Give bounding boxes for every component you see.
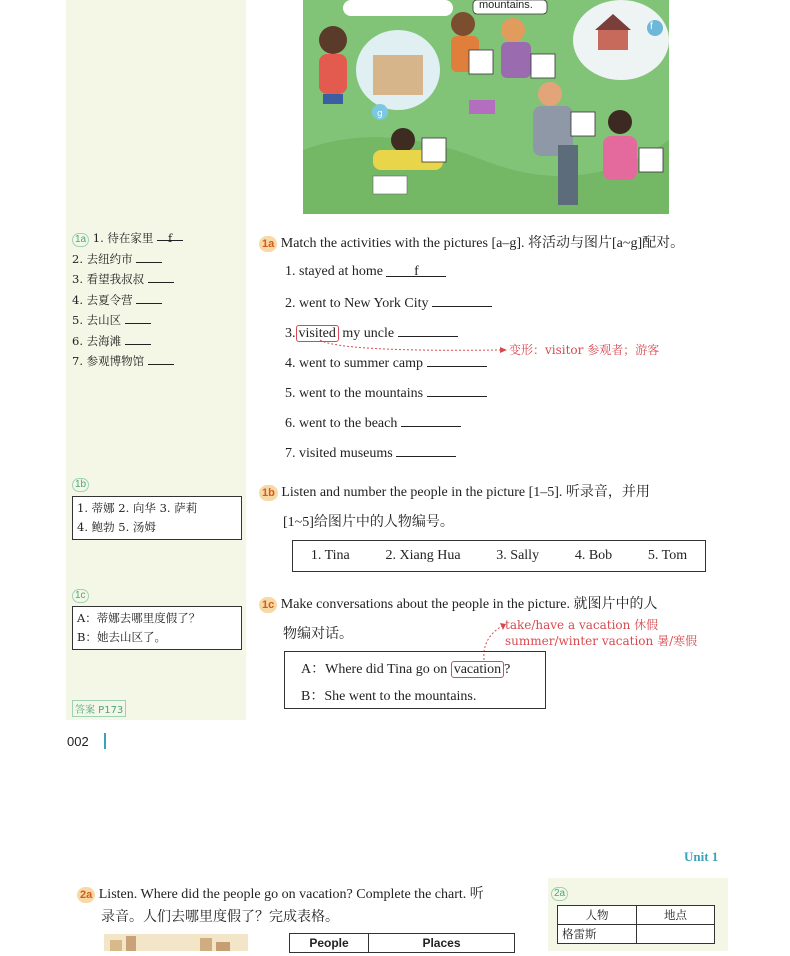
person-name: 5. Tom	[647, 548, 688, 563]
activity-item-number: 3.	[285, 326, 296, 341]
section-1c-line: 物编对话。	[283, 627, 353, 642]
sidebar-1a-item: 3. 看望我叔叔	[72, 272, 145, 286]
person-name: 4. Bob	[574, 548, 613, 563]
section-2a-line: 录音。人们去哪里度假了？完成表格。	[101, 910, 339, 925]
answer-box[interactable]	[469, 50, 493, 74]
people-names-box	[292, 540, 706, 572]
illustration-scene	[303, 0, 669, 214]
activity-answer-blank[interactable]	[427, 384, 487, 397]
answer-box[interactable]	[571, 112, 595, 136]
activity-answer-blank[interactable]	[432, 294, 492, 307]
sidebar-1b-badge: 1b	[72, 478, 89, 492]
section-1a-instruction-row	[259, 232, 684, 252]
page-number-bar	[104, 733, 106, 749]
conversation-line-b: B：She went to the mountains.	[301, 689, 477, 704]
conversation-box	[284, 651, 546, 709]
picture-label-f: f	[650, 21, 653, 32]
section-1c-line: Make conversations about the people in the picture. 就图片中的人	[280, 597, 658, 612]
activity-item-text: my uncle	[342, 326, 395, 341]
activity-answer-blank[interactable]: f	[386, 264, 446, 277]
activity-item-2	[285, 294, 492, 312]
sidebar-1b-line: 1. 蒂娜 2. 向华 3. 萨莉	[77, 501, 198, 515]
activity-item-text: 5. went to the mountains	[285, 386, 424, 401]
activity-answer-blank[interactable]	[396, 444, 456, 457]
sidebar-1a-list	[72, 228, 183, 372]
conversation-line-a	[301, 658, 510, 678]
activity-item-text: 2. went to New York City	[285, 296, 429, 311]
section-2a-line: Listen. Where did the people go on vacation? Complete the chart. 听	[98, 887, 484, 902]
sidebar-1b-badge-row	[72, 474, 89, 492]
sidebar-1a-answer[interactable]	[125, 332, 151, 345]
vacation-note-2: summer/winter vacation 暑/寒假	[505, 634, 698, 648]
activity-item-7	[285, 444, 456, 462]
section-1b-line: Listen and number the people in the picture [1–5]. 听录音，并用	[281, 485, 650, 500]
sidebar-1c-box	[72, 606, 242, 650]
activity-item-text: 1. stayed at home	[285, 264, 383, 279]
activity-answer-blank[interactable]	[398, 324, 458, 337]
activity-item-5	[285, 384, 487, 402]
section-1b-badge: 1b	[259, 485, 278, 501]
section-1a-instruction: Match the activities with the pictures [a–g]. 将活动与图片[a~g]配对。	[280, 236, 685, 251]
person-name: 1. Tina	[310, 548, 350, 563]
answer-box[interactable]	[639, 148, 663, 172]
sidebar-2a-header: 地点	[637, 906, 715, 925]
chart-header-places: Places	[369, 934, 515, 953]
section-2a-instruction	[77, 883, 547, 929]
sidebar-1a-item: 7. 参观博物馆	[72, 354, 145, 368]
vacation-illustration	[303, 0, 669, 214]
speech-bubble-text: mountains.	[479, 0, 533, 11]
sidebar-2a-table	[557, 905, 715, 944]
section-2a-badge: 2a	[77, 887, 95, 903]
highlighted-word-vacation: vacation	[451, 661, 504, 678]
sidebar-1c-badge: 1c	[72, 589, 89, 603]
section-1c-badge: 1c	[259, 597, 277, 613]
section-2a-illustration	[104, 934, 248, 951]
section-1b-instruction	[259, 478, 729, 538]
sidebar-1a-answer[interactable]	[136, 250, 162, 263]
activity-answer-blank[interactable]	[401, 414, 461, 427]
sidebar-2a-badge: 2a	[551, 887, 568, 901]
sidebar-1a-answer[interactable]	[125, 311, 151, 324]
section-1b-line: [1~5]给图片中的人物编号。	[283, 515, 454, 530]
sidebar-1b-box	[72, 496, 242, 540]
highlighted-word-visited: visited	[296, 325, 339, 342]
sidebar-1b-line: 4. 鲍勃 5. 汤姆	[77, 520, 156, 534]
sidebar-1a-answer[interactable]	[136, 291, 162, 304]
buildings-sketch	[104, 934, 248, 951]
visited-note-arrow	[300, 338, 510, 358]
sidebar-2a-badge-row	[551, 883, 568, 901]
sidebar-2a-cell[interactable]	[637, 925, 715, 944]
sidebar-1a-answer[interactable]: f	[157, 228, 183, 241]
sidebar-1c-badge-row	[72, 585, 89, 603]
activity-item-6	[285, 414, 461, 432]
page-number: 002	[67, 734, 89, 749]
answer-reference-link[interactable]: 答案 P173	[72, 700, 126, 717]
visited-note: 变形：visitor 参观者；游客	[509, 343, 660, 357]
section-2a-chart	[289, 933, 515, 953]
sidebar-2a-header: 人物	[558, 906, 637, 925]
unit-label: Unit 1	[684, 849, 719, 864]
sidebar-1a-answer[interactable]	[148, 352, 174, 365]
sidebar-1a-answer[interactable]	[148, 270, 174, 283]
sidebar-1c-line: A：蒂娜去哪里度假了？	[77, 611, 201, 625]
conversation-text: A：Where did Tina go on	[301, 662, 448, 677]
answer-box[interactable]	[531, 54, 555, 78]
activity-item-text: 6. went to the beach	[285, 416, 398, 431]
sidebar-1a-item: 2. 去纽约市	[72, 251, 133, 266]
chart-header-people: People	[290, 934, 369, 953]
person-name: 3. Sally	[496, 548, 540, 563]
section-1a-badge: 1a	[259, 236, 277, 252]
sidebar-1a-item: 1. 待在家里	[92, 231, 154, 245]
sidebar-1a-item: 4. 去夏令营	[72, 292, 133, 307]
activity-item-text: 4. went to summer camp	[285, 356, 424, 371]
picture-label-g-text: g	[377, 109, 383, 119]
sidebar-1a-badge: 1a	[72, 233, 89, 247]
activity-item-1	[285, 264, 446, 280]
answer-box[interactable]	[422, 138, 446, 162]
sidebar-1a-item: 6. 去海滩	[72, 333, 122, 348]
activity-item-text: 7. visited museums	[285, 446, 393, 461]
sidebar-1c-line: B：她去山区了。	[77, 630, 166, 644]
vacation-note-1: take/have a vacation 休假	[505, 618, 659, 632]
conversation-text: ?	[504, 662, 511, 677]
sidebar-1a-item: 5. 去山区	[72, 313, 122, 327]
sidebar-2a-cell: 格雷斯	[558, 925, 637, 944]
person-name: 2. Xiang Hua	[385, 548, 461, 563]
